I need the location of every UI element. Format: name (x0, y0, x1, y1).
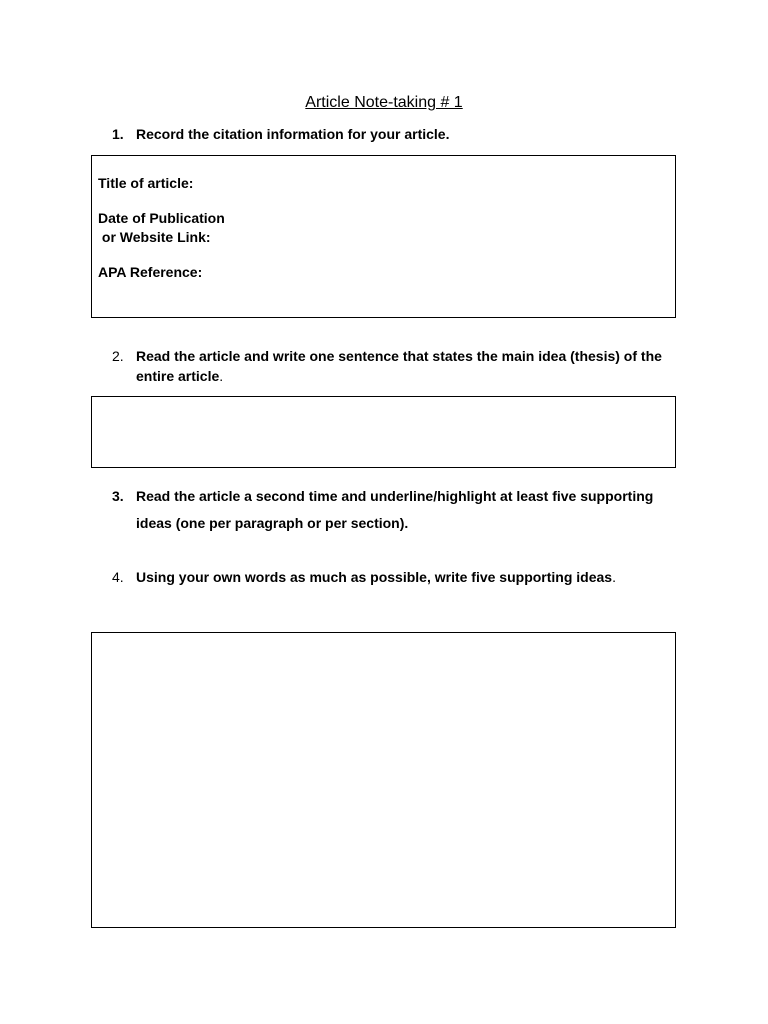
date-of-publication-label: Date of Publication (98, 210, 225, 226)
title-of-article-label: Title of article: (98, 175, 194, 191)
website-link-label: or Website Link: (98, 229, 211, 245)
question-text: Using your own words as much as possible, write five supporting ideas. (136, 569, 616, 585)
question-text: Read the article a second time and underline/highlight at least five supporting ideas (one per paragraph or per section). (136, 488, 654, 531)
question-text: Record the citation information for your article. (136, 126, 450, 142)
document-title: Article Note-taking # 1 (305, 94, 463, 111)
apa-reference-label: APA Reference: (98, 264, 203, 280)
question-number: 2. (112, 348, 124, 364)
question-number: 1. (112, 126, 124, 142)
question-text: Read the article and write one sentence that states the main idea (thesis) of the entire article. (136, 348, 662, 384)
main-idea-answer-box[interactable] (91, 396, 676, 468)
citation-box[interactable] (91, 155, 676, 318)
question-number: 3. (112, 488, 124, 504)
question-number: 4. (112, 569, 124, 585)
supporting-ideas-answer-box[interactable] (91, 632, 676, 928)
